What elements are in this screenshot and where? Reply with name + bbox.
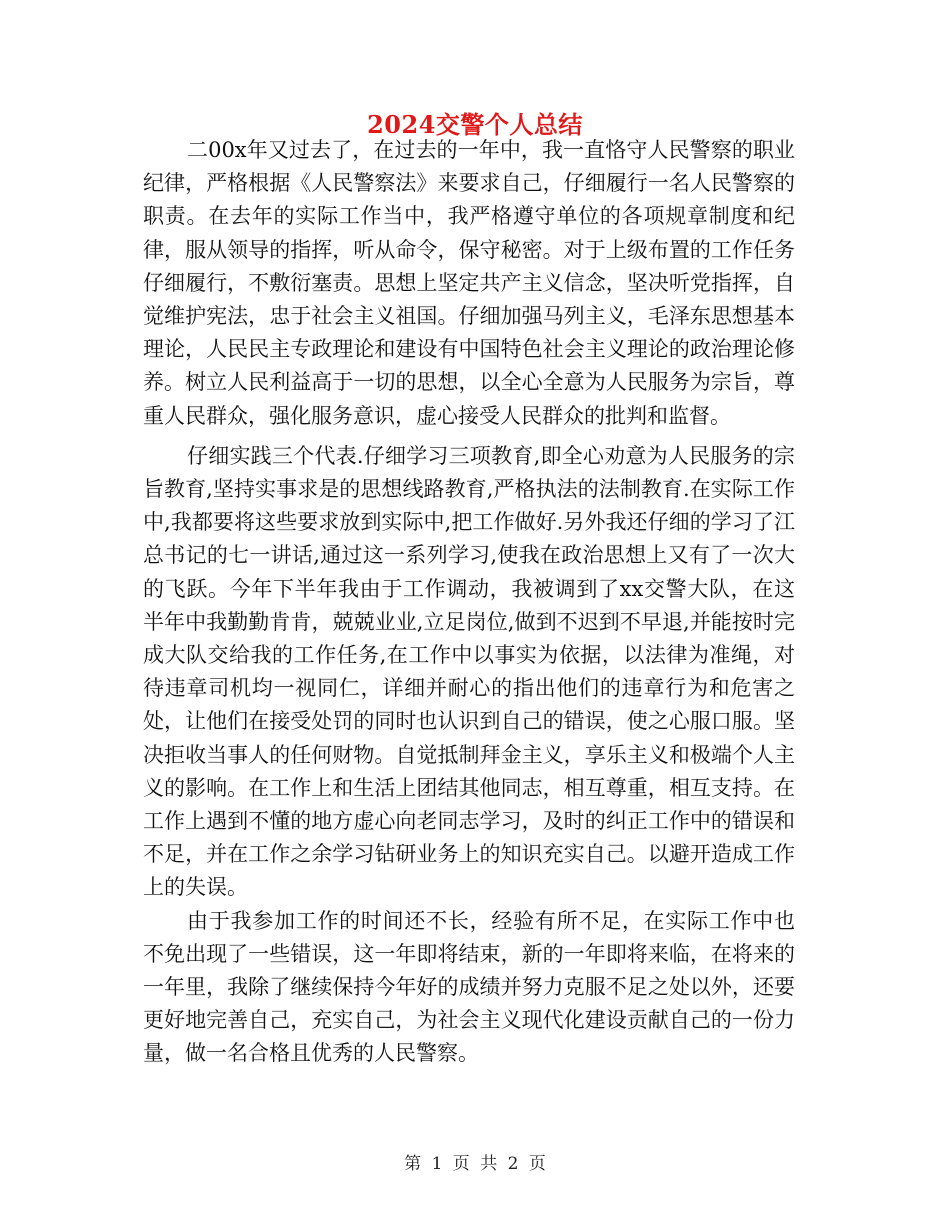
paragraph-2: 仔细实践三个代表.仔细学习三项教育,即全心劝意为人民服务的宗旨教育,坚持实事求是的思想线路教育,严格执法的法制教育.在实际工作中,我都要将这些要求放到实际中,把工作做好.另外我还仔细的学习了江总书记的七一讲话,通过这一系列学习,使我在政治思想上又有了一次大的飞跃。今年下半年我由于工作调动，我被调到了xx交警大队，在这半年中我勤勤肯肯，兢兢业业,立足岗位,做到不迟到不早退,并能按时完成大队交给我的工作任务,在工作中以事实为依据，以法律为准绳，对待违章司机均一视同仁，详细并耐心的指出他们的违章行为和危害之处，让他们在接受处罚的同时也认识到自己的错误，使之心服口服。坚决拒收当事人的任何财物。自觉抵制拜金主义，享乐主义和极端个人主义的影响。在工作上和生活上团结其他同志，相互尊重，相互支持。在工作上遇到不懂的地方虚心向老同志学习，及时的纠正工作中的错误和不足，并在工作之余学习钻研业务上的知识充实自己。以避开造成工作上的失误。: [143, 443, 795, 900]
paragraph-1: 二00x年又过去了，在过去的一年中，我一直恪守人民警察的职业纪律，严格根据《人民警察法》来要求自己，仔细履行一名人民警察的职责。在去年的实际工作当中，我严格遵守单位的各项规章制度和纪律，服从领导的指挥，听从命令，保守秘密。对于上级布置的工作任务仔细履行，不敷衍塞责。思想上坚定共产主义信念，坚决听党指挥，自觉维护宪法，忠于社会主义祖国。仔细加强马列主义，毛泽东思想基本理论，人民民主专政理论和建设有中国特色社会主义理论的政治理论修养。树立人民利益高于一切的思想，以全心全意为人民服务为宗旨，尊重人民群众，强化服务意识，虚心接受人民群众的批判和监督。: [143, 138, 795, 428]
page-number-footer: 第 1 页 共 2 页: [404, 1154, 546, 1174]
document-body: [143, 134, 795, 1071]
document-title: 2024交警个人总结: [367, 110, 583, 139]
paragraph-3: 由于我参加工作的时间还不长，经验有所不足，在实际工作中也不免出现了一些错误，这一年即将结束，新的一年即将来临，在将来的一年里，我除了继续保持今年好的成绩并努力克服不足之处以外，还要更好地完善自己，充实自己，为社会主义现代化建设贡献自己的一份力量，做一名合格且优秀的人民警察。: [143, 908, 795, 1066]
